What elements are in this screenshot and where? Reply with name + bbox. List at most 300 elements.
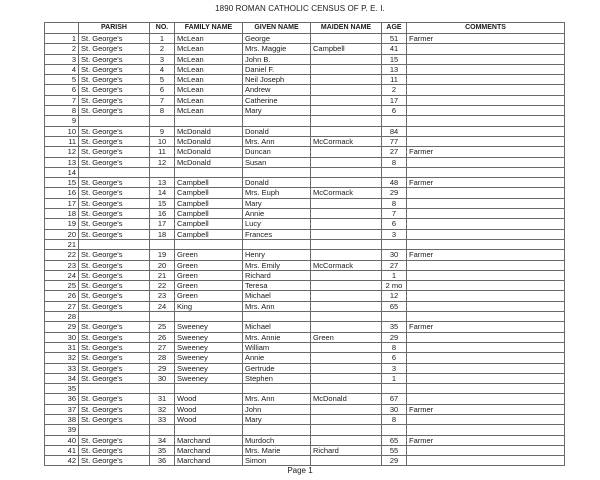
given-name-cell: Mrs. Annie xyxy=(243,332,311,342)
comments-cell: Farmer xyxy=(407,34,565,44)
maiden-name-cell xyxy=(311,322,382,332)
given-name-cell xyxy=(243,384,311,394)
comments-cell xyxy=(407,414,565,424)
given-name-cell xyxy=(243,425,311,435)
row-number-cell: 7 xyxy=(45,95,79,105)
parish-cell: St. George's xyxy=(79,178,150,188)
family-name-cell: King xyxy=(175,301,243,311)
parish-cell: St. George's xyxy=(79,291,150,301)
comments-cell xyxy=(407,384,565,394)
age-cell: 2 xyxy=(382,85,407,95)
comments-cell xyxy=(407,75,565,85)
maiden-name-cell xyxy=(311,178,382,188)
no-cell: 34 xyxy=(150,435,175,445)
given-name-cell: Henry xyxy=(243,250,311,260)
comments-cell xyxy=(407,116,565,126)
age-cell: 30 xyxy=(382,250,407,260)
age-cell: 51 xyxy=(382,34,407,44)
no-cell: 2 xyxy=(150,44,175,54)
parish-cell: St. George's xyxy=(79,414,150,424)
given-name-cell: Murdoch xyxy=(243,435,311,445)
document-title: 1890 ROMAN CATHOLIC CENSUS OF P. E. I. xyxy=(215,4,385,13)
row-number-cell: 2 xyxy=(45,44,79,54)
given-name-cell: Frances xyxy=(243,229,311,239)
family-name-cell: McDonald xyxy=(175,126,243,136)
no-cell xyxy=(150,239,175,249)
age-cell: 8 xyxy=(382,414,407,424)
age-cell: 13 xyxy=(382,64,407,74)
family-name-cell: Campbell xyxy=(175,219,243,229)
row-number-cell: 4 xyxy=(45,64,79,74)
maiden-name-cell xyxy=(311,363,382,373)
table-row xyxy=(45,260,565,270)
maiden-name-cell xyxy=(311,126,382,136)
maiden-name-cell xyxy=(311,250,382,260)
parish-cell: St. George's xyxy=(79,34,150,44)
maiden-name-cell xyxy=(311,167,382,177)
row-number-cell: 41 xyxy=(45,445,79,455)
comments-cell xyxy=(407,312,565,322)
census-table xyxy=(44,22,565,466)
maiden-name-cell xyxy=(311,239,382,249)
row-number-cell: 39 xyxy=(45,425,79,435)
no-cell: 29 xyxy=(150,363,175,373)
comments-cell xyxy=(407,209,565,219)
given-name-cell: Donald xyxy=(243,126,311,136)
no-cell: 35 xyxy=(150,445,175,455)
table-row xyxy=(45,34,565,44)
parish-cell: St. George's xyxy=(79,54,150,64)
given-name-cell: Mrs. Marie xyxy=(243,445,311,455)
maiden-name-cell xyxy=(311,435,382,445)
age-cell: 8 xyxy=(382,198,407,208)
age-cell: 84 xyxy=(382,126,407,136)
row-number-cell: 8 xyxy=(45,106,79,116)
given-name-cell: Duncan xyxy=(243,147,311,157)
no-cell: 8 xyxy=(150,106,175,116)
no-cell: 12 xyxy=(150,157,175,167)
comments-cell xyxy=(407,425,565,435)
age-cell: 6 xyxy=(382,353,407,363)
no-cell: 20 xyxy=(150,260,175,270)
comments-cell xyxy=(407,239,565,249)
family-name-cell: Campbell xyxy=(175,198,243,208)
parish-cell xyxy=(79,116,150,126)
no-cell: 3 xyxy=(150,54,175,64)
table-row xyxy=(45,239,565,249)
comments-cell xyxy=(407,126,565,136)
table-row xyxy=(45,250,565,260)
parish-cell: St. George's xyxy=(79,95,150,105)
row-number-cell: 42 xyxy=(45,456,79,466)
header-given-name: GIVEN NAME xyxy=(243,23,311,34)
family-name-cell xyxy=(175,425,243,435)
maiden-name-cell xyxy=(311,353,382,363)
row-number-cell: 22 xyxy=(45,250,79,260)
given-name-cell: Mrs. Maggie xyxy=(243,44,311,54)
table-row xyxy=(45,270,565,280)
parish-cell: St. George's xyxy=(79,126,150,136)
family-name-cell: Green xyxy=(175,291,243,301)
given-name-cell: Mrs. Euph xyxy=(243,188,311,198)
table-row xyxy=(45,64,565,74)
table-row xyxy=(45,167,565,177)
maiden-name-cell: Richard xyxy=(311,445,382,455)
parish-cell xyxy=(79,167,150,177)
table-row xyxy=(45,85,565,95)
row-number-cell: 34 xyxy=(45,373,79,383)
comments-cell: Farmer xyxy=(407,435,565,445)
header-age: AGE xyxy=(382,23,407,34)
parish-cell: St. George's xyxy=(79,147,150,157)
no-cell: 11 xyxy=(150,147,175,157)
family-name-cell: Campbell xyxy=(175,188,243,198)
comments-cell xyxy=(407,95,565,105)
parish-cell: St. George's xyxy=(79,44,150,54)
parish-cell: St. George's xyxy=(79,332,150,342)
table-row xyxy=(45,414,565,424)
age-cell: 7 xyxy=(382,209,407,219)
maiden-name-cell xyxy=(311,270,382,280)
table-row xyxy=(45,147,565,157)
no-cell xyxy=(150,116,175,126)
row-number-cell: 25 xyxy=(45,281,79,291)
given-name-cell: John B. xyxy=(243,54,311,64)
given-name-cell: George xyxy=(243,34,311,44)
row-number-cell: 10 xyxy=(45,126,79,136)
no-cell xyxy=(150,384,175,394)
age-cell: 3 xyxy=(382,363,407,373)
row-number-cell: 15 xyxy=(45,178,79,188)
comments-cell xyxy=(407,281,565,291)
comments-cell xyxy=(407,260,565,270)
given-name-cell xyxy=(243,239,311,249)
comments-cell: Farmer xyxy=(407,322,565,332)
family-name-cell xyxy=(175,167,243,177)
table-row xyxy=(45,342,565,352)
no-cell: 5 xyxy=(150,75,175,85)
row-number-cell: 14 xyxy=(45,167,79,177)
row-number-cell: 19 xyxy=(45,219,79,229)
family-name-cell xyxy=(175,384,243,394)
row-number-cell: 40 xyxy=(45,435,79,445)
table-row xyxy=(45,312,565,322)
maiden-name-cell xyxy=(311,116,382,126)
given-name-cell: Richard xyxy=(243,270,311,280)
maiden-name-cell xyxy=(311,373,382,383)
row-number-cell: 17 xyxy=(45,198,79,208)
maiden-name-cell xyxy=(311,384,382,394)
no-cell: 1 xyxy=(150,34,175,44)
parish-cell: St. George's xyxy=(79,157,150,167)
given-name-cell: Annie xyxy=(243,353,311,363)
no-cell: 22 xyxy=(150,281,175,291)
no-cell: 25 xyxy=(150,322,175,332)
table-row xyxy=(45,394,565,404)
no-cell: 31 xyxy=(150,394,175,404)
header-comments: COMMENTS xyxy=(407,23,565,34)
age-cell: 65 xyxy=(382,435,407,445)
comments-cell: Farmer xyxy=(407,404,565,414)
no-cell: 18 xyxy=(150,229,175,239)
row-number-cell: 9 xyxy=(45,116,79,126)
age-cell xyxy=(382,312,407,322)
table-row xyxy=(45,404,565,414)
comments-cell xyxy=(407,270,565,280)
row-number-cell: 1 xyxy=(45,34,79,44)
row-number-cell: 32 xyxy=(45,353,79,363)
age-cell: 67 xyxy=(382,394,407,404)
row-number-cell: 21 xyxy=(45,239,79,249)
family-name-cell: McLean xyxy=(175,75,243,85)
parish-cell: St. George's xyxy=(79,75,150,85)
family-name-cell: Campbell xyxy=(175,229,243,239)
comments-cell xyxy=(407,445,565,455)
parish-cell: St. George's xyxy=(79,85,150,95)
family-name-cell: Marchand xyxy=(175,456,243,466)
maiden-name-cell xyxy=(311,404,382,414)
age-cell: 11 xyxy=(382,75,407,85)
parish-cell: St. George's xyxy=(79,209,150,219)
no-cell: 13 xyxy=(150,178,175,188)
header-no: NO. xyxy=(150,23,175,34)
no-cell: 32 xyxy=(150,404,175,414)
maiden-name-cell xyxy=(311,219,382,229)
given-name-cell: Andrew xyxy=(243,85,311,95)
comments-cell xyxy=(407,85,565,95)
table-row xyxy=(45,373,565,383)
maiden-name-cell: McCormack xyxy=(311,260,382,270)
age-cell: 6 xyxy=(382,219,407,229)
maiden-name-cell xyxy=(311,229,382,239)
no-cell: 4 xyxy=(150,64,175,74)
family-name-cell: McDonald xyxy=(175,136,243,146)
header-family-name: FAMILY NAME xyxy=(175,23,243,34)
row-number-cell: 18 xyxy=(45,209,79,219)
parish-cell xyxy=(79,312,150,322)
maiden-name-cell xyxy=(311,425,382,435)
row-number-cell: 11 xyxy=(45,136,79,146)
table-row xyxy=(45,198,565,208)
no-cell: 30 xyxy=(150,373,175,383)
row-number-cell: 5 xyxy=(45,75,79,85)
comments-cell xyxy=(407,373,565,383)
parish-cell: St. George's xyxy=(79,342,150,352)
age-cell: 65 xyxy=(382,301,407,311)
parish-cell: St. George's xyxy=(79,394,150,404)
no-cell: 9 xyxy=(150,126,175,136)
no-cell: 14 xyxy=(150,188,175,198)
comments-cell xyxy=(407,301,565,311)
maiden-name-cell xyxy=(311,64,382,74)
table-row xyxy=(45,178,565,188)
parish-cell: St. George's xyxy=(79,136,150,146)
given-name-cell: Mary xyxy=(243,106,311,116)
no-cell: 24 xyxy=(150,301,175,311)
family-name-cell: McLean xyxy=(175,106,243,116)
age-cell: 1 xyxy=(382,373,407,383)
given-name-cell: John xyxy=(243,404,311,414)
comments-cell xyxy=(407,394,565,404)
table-row xyxy=(45,44,565,54)
parish-cell: St. George's xyxy=(79,435,150,445)
family-name-cell xyxy=(175,239,243,249)
parish-cell: St. George's xyxy=(79,188,150,198)
comments-cell xyxy=(407,291,565,301)
header-row xyxy=(45,23,565,34)
given-name-cell xyxy=(243,116,311,126)
family-name-cell: McLean xyxy=(175,34,243,44)
age-cell xyxy=(382,239,407,249)
maiden-name-cell xyxy=(311,301,382,311)
age-cell: 55 xyxy=(382,445,407,455)
parish-cell: St. George's xyxy=(79,456,150,466)
family-name-cell: McLean xyxy=(175,95,243,105)
family-name-cell: Wood xyxy=(175,404,243,414)
given-name-cell: Simon xyxy=(243,456,311,466)
census-body xyxy=(45,34,565,466)
row-number-cell: 31 xyxy=(45,342,79,352)
no-cell: 16 xyxy=(150,209,175,219)
age-cell: 27 xyxy=(382,260,407,270)
row-number-cell: 26 xyxy=(45,291,79,301)
given-name-cell: Stephen xyxy=(243,373,311,383)
family-name-cell: Sweeney xyxy=(175,373,243,383)
family-name-cell: Sweeney xyxy=(175,353,243,363)
age-cell: 27 xyxy=(382,147,407,157)
no-cell: 28 xyxy=(150,353,175,363)
maiden-name-cell xyxy=(311,157,382,167)
family-name-cell: Sweeney xyxy=(175,332,243,342)
no-cell: 10 xyxy=(150,136,175,146)
given-name-cell: Michael xyxy=(243,322,311,332)
table-row xyxy=(45,54,565,64)
row-number-cell: 36 xyxy=(45,394,79,404)
table-row xyxy=(45,188,565,198)
age-cell: 17 xyxy=(382,95,407,105)
given-name-cell: Annie xyxy=(243,209,311,219)
no-cell xyxy=(150,167,175,177)
table-row xyxy=(45,456,565,466)
family-name-cell: McDonald xyxy=(175,157,243,167)
age-cell xyxy=(382,384,407,394)
parish-cell: St. George's xyxy=(79,363,150,373)
given-name-cell: Mrs. Emily xyxy=(243,260,311,270)
row-number-cell: 28 xyxy=(45,312,79,322)
parish-cell: St. George's xyxy=(79,219,150,229)
no-cell: 23 xyxy=(150,291,175,301)
family-name-cell: Green xyxy=(175,281,243,291)
parish-cell: St. George's xyxy=(79,353,150,363)
table-row xyxy=(45,301,565,311)
row-number-cell: 23 xyxy=(45,260,79,270)
age-cell: 29 xyxy=(382,456,407,466)
comments-cell xyxy=(407,342,565,352)
family-name-cell: McLean xyxy=(175,44,243,54)
age-cell: 35 xyxy=(382,322,407,332)
table-row xyxy=(45,75,565,85)
maiden-name-cell xyxy=(311,291,382,301)
age-cell xyxy=(382,425,407,435)
comments-cell xyxy=(407,64,565,74)
table-row xyxy=(45,384,565,394)
parish-cell: St. George's xyxy=(79,270,150,280)
comments-cell xyxy=(407,167,565,177)
age-cell: 1 xyxy=(382,270,407,280)
age-cell: 3 xyxy=(382,229,407,239)
age-cell: 8 xyxy=(382,157,407,167)
age-cell: 48 xyxy=(382,178,407,188)
age-cell: 41 xyxy=(382,44,407,54)
parish-cell: St. George's xyxy=(79,281,150,291)
header-maiden-name: MAIDEN NAME xyxy=(311,23,382,34)
maiden-name-cell xyxy=(311,456,382,466)
no-cell: 15 xyxy=(150,198,175,208)
table-row xyxy=(45,209,565,219)
no-cell: 33 xyxy=(150,414,175,424)
comments-cell: Farmer xyxy=(407,178,565,188)
table-row xyxy=(45,353,565,363)
maiden-name-cell xyxy=(311,54,382,64)
age-cell xyxy=(382,116,407,126)
maiden-name-cell xyxy=(311,414,382,424)
table-row xyxy=(45,229,565,239)
row-number-cell: 27 xyxy=(45,301,79,311)
given-name-cell: Michael xyxy=(243,291,311,301)
table-row xyxy=(45,281,565,291)
family-name-cell: Green xyxy=(175,250,243,260)
age-cell xyxy=(382,167,407,177)
given-name-cell: Mrs. Ann xyxy=(243,136,311,146)
comments-cell xyxy=(407,136,565,146)
maiden-name-cell: McCormack xyxy=(311,136,382,146)
family-name-cell xyxy=(175,116,243,126)
parish-cell: St. George's xyxy=(79,404,150,414)
comments-cell xyxy=(407,188,565,198)
no-cell: 21 xyxy=(150,270,175,280)
age-cell: 6 xyxy=(382,106,407,116)
maiden-name-cell xyxy=(311,198,382,208)
no-cell: 6 xyxy=(150,85,175,95)
comments-cell xyxy=(407,332,565,342)
maiden-name-cell: McCormack xyxy=(311,188,382,198)
no-cell: 27 xyxy=(150,342,175,352)
family-name-cell xyxy=(175,312,243,322)
table-row xyxy=(45,95,565,105)
row-number-cell: 33 xyxy=(45,363,79,373)
row-number-cell: 6 xyxy=(45,85,79,95)
no-cell: 19 xyxy=(150,250,175,260)
row-number-cell: 37 xyxy=(45,404,79,414)
family-name-cell: Campbell xyxy=(175,209,243,219)
family-name-cell: Sweeney xyxy=(175,342,243,352)
comments-cell xyxy=(407,54,565,64)
no-cell xyxy=(150,312,175,322)
family-name-cell: McLean xyxy=(175,54,243,64)
maiden-name-cell xyxy=(311,75,382,85)
parish-cell: St. George's xyxy=(79,250,150,260)
given-name-cell xyxy=(243,167,311,177)
parish-cell: St. George's xyxy=(79,229,150,239)
given-name-cell: Mrs. Ann xyxy=(243,394,311,404)
maiden-name-cell xyxy=(311,85,382,95)
family-name-cell: Wood xyxy=(175,394,243,404)
comments-cell xyxy=(407,456,565,466)
row-number-cell: 38 xyxy=(45,414,79,424)
parish-cell: St. George's xyxy=(79,322,150,332)
family-name-cell: Sweeney xyxy=(175,363,243,373)
family-name-cell: Marchand xyxy=(175,445,243,455)
